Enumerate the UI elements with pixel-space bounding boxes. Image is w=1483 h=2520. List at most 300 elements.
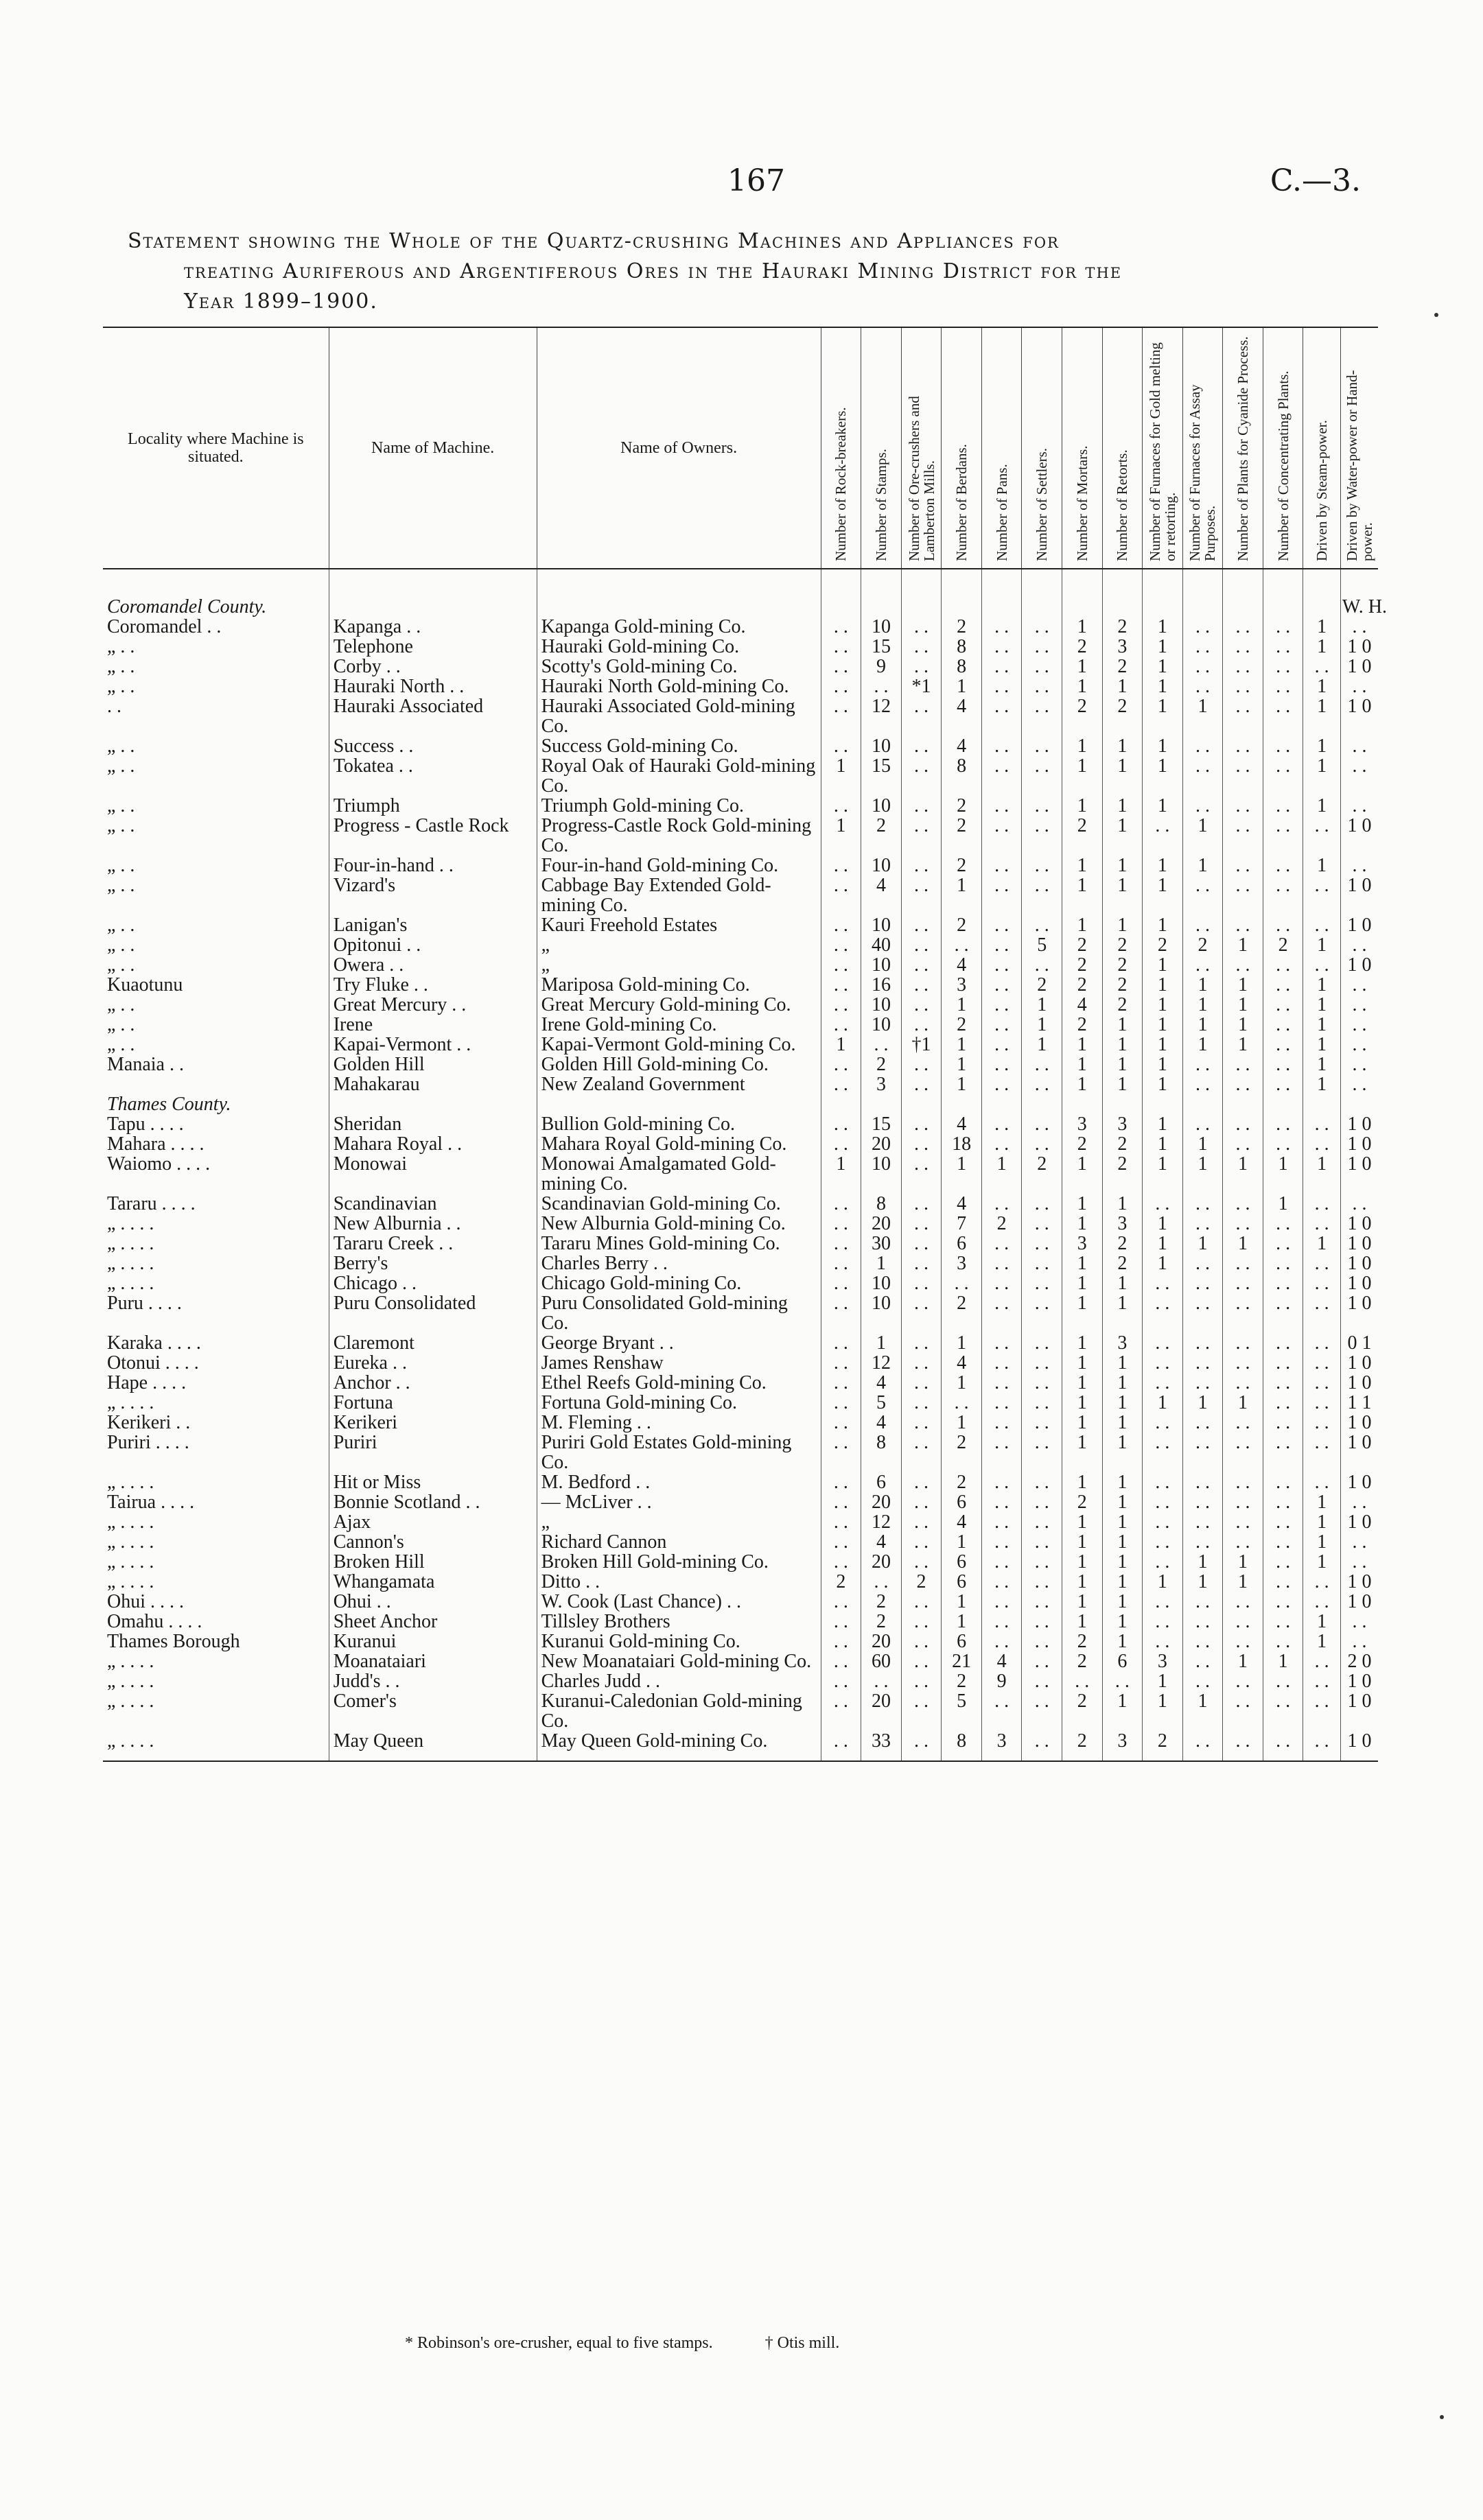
cyanide-plants-cell: . . bbox=[1223, 617, 1263, 637]
table-row bbox=[103, 1273, 1378, 1293]
retorts-cell: 1 bbox=[1102, 676, 1143, 696]
steam-power-cell: 1 bbox=[1303, 796, 1341, 816]
furnaces-gold-cell: 1 bbox=[1143, 856, 1183, 875]
furnaces-assay-cell: . . bbox=[1182, 617, 1223, 637]
berdans-cell: 2 bbox=[942, 617, 982, 637]
machine-name-cell: Kerikeri bbox=[329, 1413, 537, 1433]
settlers-cell: . . bbox=[1022, 1253, 1062, 1273]
berdans-cell: 2 bbox=[942, 856, 982, 875]
furnaces-gold-cell: 1 bbox=[1143, 1015, 1183, 1035]
ore-crushers-cell: . . bbox=[901, 617, 942, 637]
rock-breakers-cell: . . bbox=[821, 1253, 861, 1273]
concentrating-plants-cell: . . bbox=[1263, 1731, 1303, 1761]
machine-name-cell: Puriri bbox=[329, 1433, 537, 1472]
concentrating-plants-cell: . . bbox=[1263, 676, 1303, 696]
berdans-cell: 1 bbox=[942, 1154, 982, 1194]
mortars-cell bbox=[1062, 569, 1102, 617]
retorts-cell: 1 bbox=[1102, 1433, 1143, 1472]
machine-name-cell: Kuranui bbox=[329, 1632, 537, 1651]
rock-breakers-cell: . . bbox=[821, 1651, 861, 1671]
water-power-cell: 1 0 bbox=[1347, 1571, 1372, 1592]
mortars-cell: 1 bbox=[1062, 1293, 1102, 1333]
cyanide-plants-cell: . . bbox=[1223, 1353, 1263, 1373]
owner-name-cell: M. Bedford . . bbox=[537, 1472, 821, 1492]
water-power-cell: 1 0 bbox=[1347, 636, 1372, 657]
ore-crushers-cell: . . bbox=[901, 1134, 942, 1154]
water-power-cell: . . bbox=[1352, 755, 1367, 777]
table-row bbox=[103, 1353, 1378, 1373]
furnaces-gold-cell: . . bbox=[1143, 1194, 1183, 1214]
machine-name-cell: Fortuna bbox=[329, 1393, 537, 1413]
stamps-cell: 6 bbox=[861, 1472, 902, 1492]
pans-cell: 1 bbox=[981, 1154, 1022, 1194]
furnaces-gold-cell: . . bbox=[1143, 1632, 1183, 1651]
pans-cell: . . bbox=[981, 955, 1022, 975]
rock-breakers-cell: . . bbox=[821, 1731, 861, 1761]
pans-cell: . . bbox=[981, 1472, 1022, 1492]
settlers-cell: . . bbox=[1022, 915, 1062, 935]
locality-cell: „ . . bbox=[103, 676, 329, 696]
mortars-cell: 2 bbox=[1062, 1731, 1102, 1761]
locality-cell: Puru . . . . bbox=[103, 1293, 329, 1333]
rock-breakers-cell: . . bbox=[821, 637, 861, 657]
pans-cell: . . bbox=[981, 1552, 1022, 1572]
rock-breakers-cell: . . bbox=[821, 995, 861, 1015]
stamps-cell: 1 bbox=[861, 1333, 902, 1353]
concentrating-plants-cell: . . bbox=[1263, 1035, 1303, 1055]
pans-cell: . . bbox=[981, 1114, 1022, 1134]
concentrating-plants-cell: . . bbox=[1263, 1114, 1303, 1134]
berdans-cell: 2 bbox=[942, 796, 982, 816]
settlers-cell: . . bbox=[1022, 1433, 1062, 1472]
table-row bbox=[103, 1393, 1378, 1413]
furnaces-assay-cell: . . bbox=[1182, 796, 1223, 816]
county-heading-row bbox=[103, 1094, 1378, 1114]
owner-name-cell: Hauraki Gold-mining Co. bbox=[537, 637, 821, 657]
cyanide-plants-cell bbox=[1223, 1094, 1263, 1114]
ore-crushers-cell: . . bbox=[901, 915, 942, 935]
retorts-cell: 3 bbox=[1102, 637, 1143, 657]
stamps-cell: 10 bbox=[861, 617, 902, 637]
water-power-cell: 1 1 bbox=[1347, 1392, 1372, 1413]
title-line-3: Year 1899–1900. bbox=[184, 290, 378, 314]
stamps-cell: 16 bbox=[861, 975, 902, 995]
settlers-cell: 1 bbox=[1022, 1035, 1062, 1055]
locality-cell bbox=[103, 1074, 329, 1094]
col-furnaces-gold: Number of Furnaces for Gold melting or retorting. bbox=[1143, 327, 1183, 569]
settlers-cell: . . bbox=[1022, 637, 1062, 657]
ore-crushers-cell: *1 bbox=[901, 676, 942, 696]
ore-crushers-cell: . . bbox=[901, 816, 942, 856]
furnaces-gold-cell: . . bbox=[1143, 1492, 1183, 1512]
furnaces-assay-cell: 1 bbox=[1182, 1234, 1223, 1253]
furnaces-gold-cell: 1 bbox=[1143, 1055, 1183, 1074]
cyanide-plants-cell: 1 bbox=[1223, 995, 1263, 1015]
retorts-cell: 2 bbox=[1102, 955, 1143, 975]
machines-table bbox=[103, 327, 1387, 1762]
owner-name-cell: Kuranui-Caledonian Gold-mining Co. bbox=[537, 1691, 821, 1731]
col-concentrating: Number of Concentrating Plants. bbox=[1263, 327, 1303, 569]
locality-cell: „ . . . . bbox=[103, 1651, 329, 1671]
rock-breakers-cell: 1 bbox=[821, 816, 861, 856]
steam-power-cell bbox=[1303, 1094, 1341, 1114]
concentrating-plants-cell: . . bbox=[1263, 1234, 1303, 1253]
mortars-cell: 2 bbox=[1062, 696, 1102, 736]
berdans-cell: 4 bbox=[942, 696, 982, 736]
mortars-cell: 1 bbox=[1062, 1253, 1102, 1273]
pans-cell: . . bbox=[981, 1592, 1022, 1612]
water-power-cell: 1 0 bbox=[1347, 1691, 1372, 1712]
ore-crushers-cell: . . bbox=[901, 1074, 942, 1094]
stamps-cell: 10 bbox=[861, 1154, 902, 1194]
locality-cell: „ . . bbox=[103, 796, 329, 816]
cyanide-plants-cell: . . bbox=[1223, 1512, 1263, 1532]
table-row bbox=[103, 1234, 1378, 1253]
ore-crushers-cell: . . bbox=[901, 736, 942, 756]
mortars-cell: 2 bbox=[1062, 1632, 1102, 1651]
table-row bbox=[103, 955, 1378, 975]
water-power-cell: . . bbox=[1352, 1193, 1367, 1214]
rock-breakers-cell bbox=[821, 569, 861, 617]
cyanide-plants-cell: 1 bbox=[1223, 1035, 1263, 1055]
pans-cell: 2 bbox=[981, 1214, 1022, 1234]
pans-cell: . . bbox=[981, 1015, 1022, 1035]
mortars-cell: 1 bbox=[1062, 915, 1102, 935]
owner-name-cell: W. Cook (Last Chance) . . bbox=[537, 1592, 821, 1612]
col-stamps: Number of Stamps. bbox=[861, 327, 902, 569]
stamps-cell bbox=[861, 569, 902, 617]
machine-name-cell: Hauraki Associated bbox=[329, 696, 537, 736]
ore-crushers-cell bbox=[901, 569, 942, 617]
concentrating-plants-cell: . . bbox=[1263, 1532, 1303, 1552]
berdans-cell: 1 bbox=[942, 1035, 982, 1055]
print-speck bbox=[1440, 2415, 1444, 2419]
settlers-cell: . . bbox=[1022, 1333, 1062, 1353]
locality-cell: „ . . bbox=[103, 1035, 329, 1055]
locality-cell: Tararu . . . . bbox=[103, 1194, 329, 1214]
furnaces-assay-cell: 1 bbox=[1182, 995, 1223, 1015]
furnaces-gold-cell: 1 bbox=[1143, 756, 1183, 796]
table-row bbox=[103, 1214, 1378, 1234]
steam-power-cell: . . bbox=[1303, 816, 1341, 856]
mortars-cell: 1 bbox=[1062, 1273, 1102, 1293]
rock-breakers-cell: . . bbox=[821, 1114, 861, 1134]
furnaces-gold-cell: . . bbox=[1143, 1552, 1183, 1572]
berdans-cell: . . bbox=[942, 1273, 982, 1293]
concentrating-plants-cell: 1 bbox=[1263, 1154, 1303, 1194]
steam-power-cell: . . bbox=[1303, 1134, 1341, 1154]
machine-name-cell: Broken Hill bbox=[329, 1552, 537, 1572]
settlers-cell: . . bbox=[1022, 756, 1062, 796]
ore-crushers-cell: . . bbox=[901, 1552, 942, 1572]
stamps-cell: 20 bbox=[861, 1691, 902, 1731]
cyanide-plants-cell: . . bbox=[1223, 955, 1263, 975]
rock-breakers-cell: . . bbox=[821, 875, 861, 915]
water-power-cell: . . bbox=[1352, 1531, 1367, 1553]
furnaces-assay-cell: . . bbox=[1182, 1273, 1223, 1293]
table-row bbox=[103, 1512, 1378, 1532]
cyanide-plants-cell: . . bbox=[1223, 1691, 1263, 1731]
owner-name-cell: „ bbox=[537, 1512, 821, 1532]
rock-breakers-cell: 2 bbox=[821, 1572, 861, 1592]
water-power-cell: 1 0 bbox=[1347, 1133, 1372, 1155]
table-row bbox=[103, 617, 1378, 637]
furnaces-assay-cell: . . bbox=[1182, 657, 1223, 676]
machine-name-cell: Comer's bbox=[329, 1691, 537, 1731]
pans-cell: . . bbox=[981, 1512, 1022, 1532]
stamps-cell: 8 bbox=[861, 1433, 902, 1472]
furnaces-gold-cell: 1 bbox=[1143, 1572, 1183, 1592]
cyanide-plants-cell: 1 bbox=[1223, 1393, 1263, 1413]
furnaces-assay-cell: . . bbox=[1182, 1532, 1223, 1552]
table-row bbox=[103, 1671, 1378, 1691]
col-water: Driven by Water-power or Hand-power. bbox=[1340, 327, 1378, 569]
ore-crushers-cell: . . bbox=[901, 1055, 942, 1074]
steam-power-cell: 1 bbox=[1303, 995, 1341, 1015]
machine-name-cell: Ajax bbox=[329, 1512, 537, 1532]
furnaces-gold-cell: 1 bbox=[1143, 1214, 1183, 1234]
furnaces-assay-cell: 2 bbox=[1182, 935, 1223, 955]
concentrating-plants-cell: . . bbox=[1263, 1253, 1303, 1273]
berdans-cell: 1 bbox=[942, 875, 982, 915]
retorts-cell: 3 bbox=[1102, 1731, 1143, 1761]
water-power-cell: 1 0 bbox=[1340, 1731, 1378, 1761]
rock-breakers-cell: . . bbox=[821, 1273, 861, 1293]
pans-cell: . . bbox=[981, 1134, 1022, 1154]
retorts-cell bbox=[1102, 1094, 1143, 1114]
steam-power-cell: 1 bbox=[1303, 935, 1341, 955]
pans-cell: . . bbox=[981, 1373, 1022, 1393]
steam-power-cell: . . bbox=[1303, 1731, 1341, 1761]
rock-breakers-cell: . . bbox=[821, 1234, 861, 1253]
concentrating-plants-cell: . . bbox=[1263, 1433, 1303, 1472]
retorts-cell bbox=[1102, 569, 1143, 617]
col-ore-crushers: Number of Ore-crushers and Lamberton Mills. bbox=[901, 327, 942, 569]
berdans-cell: 6 bbox=[942, 1492, 982, 1512]
retorts-cell: 6 bbox=[1102, 1651, 1143, 1671]
table-row bbox=[103, 1074, 1378, 1094]
col-pans: Number of Pans. bbox=[981, 327, 1022, 569]
owner-name-cell: Four-in-hand Gold-mining Co. bbox=[537, 856, 821, 875]
settlers-cell: . . bbox=[1022, 1194, 1062, 1214]
machine-name-cell: Bonnie Scotland . . bbox=[329, 1492, 537, 1512]
locality-cell: „ . . bbox=[103, 736, 329, 756]
mortars-cell: 1 bbox=[1062, 1592, 1102, 1612]
ore-crushers-cell: . . bbox=[901, 1154, 942, 1194]
ore-crushers-cell: . . bbox=[901, 1373, 942, 1393]
cyanide-plants-cell: . . bbox=[1223, 856, 1263, 875]
concentrating-plants-cell: . . bbox=[1263, 1691, 1303, 1731]
mortars-cell: 3 bbox=[1062, 1114, 1102, 1134]
furnaces-gold-cell: 1 bbox=[1143, 1035, 1183, 1055]
locality-cell: „ . . . . bbox=[103, 1552, 329, 1572]
settlers-cell: 2 bbox=[1022, 1154, 1062, 1194]
ore-crushers-cell: . . bbox=[901, 1353, 942, 1373]
locality-cell: Puriri . . . . bbox=[103, 1433, 329, 1472]
furnaces-assay-cell bbox=[1182, 569, 1223, 617]
stamps-cell: 2 bbox=[861, 816, 902, 856]
pans-cell: . . bbox=[981, 1433, 1022, 1472]
machine-name-cell: Telephone bbox=[329, 637, 537, 657]
water-power-cell: . . bbox=[1352, 855, 1367, 876]
water-power-cell: 1 0 bbox=[1347, 1352, 1372, 1374]
owner-name-cell: Charles Judd . . bbox=[537, 1671, 821, 1691]
mortars-cell: 1 bbox=[1062, 1373, 1102, 1393]
ore-crushers-cell: . . bbox=[901, 1731, 942, 1761]
water-power-cell: . . bbox=[1352, 1074, 1367, 1095]
locality-cell: „ . . bbox=[103, 1015, 329, 1035]
locality-cell: . . bbox=[103, 696, 329, 736]
mortars-cell: 1 bbox=[1062, 1074, 1102, 1094]
settlers-cell: . . bbox=[1022, 696, 1062, 736]
ore-crushers-cell: . . bbox=[901, 1651, 942, 1671]
steam-power-cell: . . bbox=[1303, 1572, 1341, 1592]
rock-breakers-cell: . . bbox=[821, 856, 861, 875]
table-row bbox=[103, 1651, 1378, 1671]
owner-name-cell: Triumph Gold-mining Co. bbox=[537, 796, 821, 816]
table-row bbox=[103, 1194, 1378, 1214]
settlers-cell bbox=[1022, 1094, 1062, 1114]
pans-cell: 3 bbox=[981, 1731, 1022, 1761]
settlers-cell: . . bbox=[1022, 1074, 1062, 1094]
water-power-cell: 1 0 bbox=[1347, 815, 1372, 836]
stamps-cell: 12 bbox=[861, 1512, 902, 1532]
retorts-cell: 1 bbox=[1102, 1612, 1143, 1632]
cyanide-plants-cell: 1 bbox=[1223, 1154, 1263, 1194]
stamps-cell: 2 bbox=[861, 1055, 902, 1074]
owner-name-cell: Kauri Freehold Estates bbox=[537, 915, 821, 935]
owner-name-cell: „ bbox=[537, 955, 821, 975]
berdans-cell: 5 bbox=[942, 1691, 982, 1731]
stamps-cell: 4 bbox=[861, 875, 902, 915]
rock-breakers-cell bbox=[821, 1094, 861, 1114]
stamps-cell bbox=[861, 1094, 902, 1114]
concentrating-plants-cell: . . bbox=[1263, 1214, 1303, 1234]
stamps-cell: . . bbox=[861, 1035, 902, 1055]
retorts-cell: 1 bbox=[1102, 1293, 1143, 1333]
stamps-cell: 20 bbox=[861, 1552, 902, 1572]
concentrating-plants-cell: . . bbox=[1263, 856, 1303, 875]
cyanide-plants-cell: . . bbox=[1223, 1074, 1263, 1094]
cyanide-plants-cell: . . bbox=[1223, 1492, 1263, 1512]
steam-power-cell: . . bbox=[1303, 1592, 1341, 1612]
retorts-cell: 1 bbox=[1102, 1393, 1143, 1413]
mortars-cell: 1 bbox=[1062, 1552, 1102, 1572]
table-row bbox=[103, 1035, 1378, 1055]
water-power-cell: 1 0 bbox=[1347, 1114, 1372, 1135]
concentrating-plants-cell: . . bbox=[1263, 915, 1303, 935]
water-power-cell: 1 0 bbox=[1347, 1213, 1372, 1234]
water-power-cell: W. H. bbox=[1342, 596, 1387, 617]
locality-cell: „ . . bbox=[103, 657, 329, 676]
water-power-cell: . . bbox=[1352, 1492, 1367, 1513]
rock-breakers-cell: . . bbox=[821, 1055, 861, 1074]
pans-cell: . . bbox=[981, 1234, 1022, 1253]
retorts-cell: 1 bbox=[1102, 1532, 1143, 1552]
machine-name-cell: Scandinavian bbox=[329, 1194, 537, 1214]
berdans-cell: 8 bbox=[942, 637, 982, 657]
table-row bbox=[103, 1413, 1378, 1433]
settlers-cell: . . bbox=[1022, 736, 1062, 756]
pans-cell: . . bbox=[981, 1253, 1022, 1273]
water-power-cell: 1 0 bbox=[1347, 875, 1372, 896]
stamps-cell: 15 bbox=[861, 637, 902, 657]
concentrating-plants-cell: . . bbox=[1263, 1074, 1303, 1094]
owner-name-cell: Kapai-Vermont Gold-mining Co. bbox=[537, 1035, 821, 1055]
owner-name-cell bbox=[537, 1094, 821, 1114]
locality-cell: „ . . bbox=[103, 955, 329, 975]
steam-power-cell: 1 bbox=[1303, 1552, 1341, 1572]
berdans-cell: 1 bbox=[942, 1055, 982, 1074]
concentrating-plants-cell: . . bbox=[1263, 1612, 1303, 1632]
mortars-cell: 1 bbox=[1062, 1433, 1102, 1472]
machine-name-cell: Puru Consolidated bbox=[329, 1293, 537, 1333]
furnaces-gold-cell: 1 bbox=[1143, 657, 1183, 676]
concentrating-plants-cell: . . bbox=[1263, 1015, 1303, 1035]
stamps-cell: 33 bbox=[861, 1731, 902, 1761]
table-row bbox=[103, 1532, 1378, 1552]
berdans-cell: 1 bbox=[942, 1373, 982, 1393]
col-machine: Name of Machine. bbox=[329, 327, 537, 569]
pans-cell: . . bbox=[981, 1532, 1022, 1552]
settlers-cell: . . bbox=[1022, 1114, 1062, 1134]
steam-power-cell: 1 bbox=[1303, 696, 1341, 736]
stamps-cell: 2 bbox=[861, 1612, 902, 1632]
furnaces-assay-cell: . . bbox=[1182, 1055, 1223, 1074]
furnaces-gold-cell: 1 bbox=[1143, 915, 1183, 935]
rock-breakers-cell: . . bbox=[821, 1194, 861, 1214]
pans-cell bbox=[981, 1094, 1022, 1114]
table-row bbox=[103, 756, 1378, 796]
water-power-cell: 0 1 bbox=[1347, 1332, 1372, 1354]
locality-cell: Kuaotunu bbox=[103, 975, 329, 995]
furnaces-gold-cell: . . bbox=[1143, 1532, 1183, 1552]
stamps-cell: 10 bbox=[861, 1273, 902, 1293]
stamps-cell: 9 bbox=[861, 657, 902, 676]
furnaces-assay-cell: 1 bbox=[1182, 1015, 1223, 1035]
table-row bbox=[103, 637, 1378, 657]
cyanide-plants-cell: . . bbox=[1223, 915, 1263, 935]
settlers-cell: . . bbox=[1022, 955, 1062, 975]
steam-power-cell: 1 bbox=[1303, 1055, 1341, 1074]
table-row bbox=[103, 1691, 1378, 1731]
title-line-2: treating Auriferous and Argentiferous Ores in the Hauraki Mining District for the bbox=[184, 259, 1123, 283]
retorts-cell: 3 bbox=[1102, 1214, 1143, 1234]
table-row bbox=[103, 1612, 1378, 1632]
berdans-cell bbox=[942, 1094, 982, 1114]
locality-cell: „ . . . . bbox=[103, 1472, 329, 1492]
locality-cell: Tapu . . . . bbox=[103, 1114, 329, 1134]
table-row bbox=[103, 736, 1378, 756]
locality-cell: „ . . bbox=[103, 756, 329, 796]
retorts-cell: 1 bbox=[1102, 796, 1143, 816]
retorts-cell: 1 bbox=[1102, 736, 1143, 756]
concentrating-plants-cell: . . bbox=[1263, 1472, 1303, 1492]
steam-power-cell: . . bbox=[1303, 955, 1341, 975]
locality-cell: Omahu . . . . bbox=[103, 1612, 329, 1632]
mortars-cell: 1 bbox=[1062, 875, 1102, 915]
table-row bbox=[103, 995, 1378, 1015]
concentrating-plants-cell: . . bbox=[1263, 975, 1303, 995]
water-power-cell: . . bbox=[1352, 994, 1367, 1015]
water-power-cell: . . bbox=[1352, 1631, 1367, 1652]
mortars-cell: 2 bbox=[1062, 637, 1102, 657]
ore-crushers-cell: †1 bbox=[901, 1035, 942, 1055]
retorts-cell: 1 bbox=[1102, 1472, 1143, 1492]
berdans-cell: 7 bbox=[942, 1214, 982, 1234]
concentrating-plants-cell: . . bbox=[1263, 657, 1303, 676]
retorts-cell: . . bbox=[1102, 1671, 1143, 1691]
